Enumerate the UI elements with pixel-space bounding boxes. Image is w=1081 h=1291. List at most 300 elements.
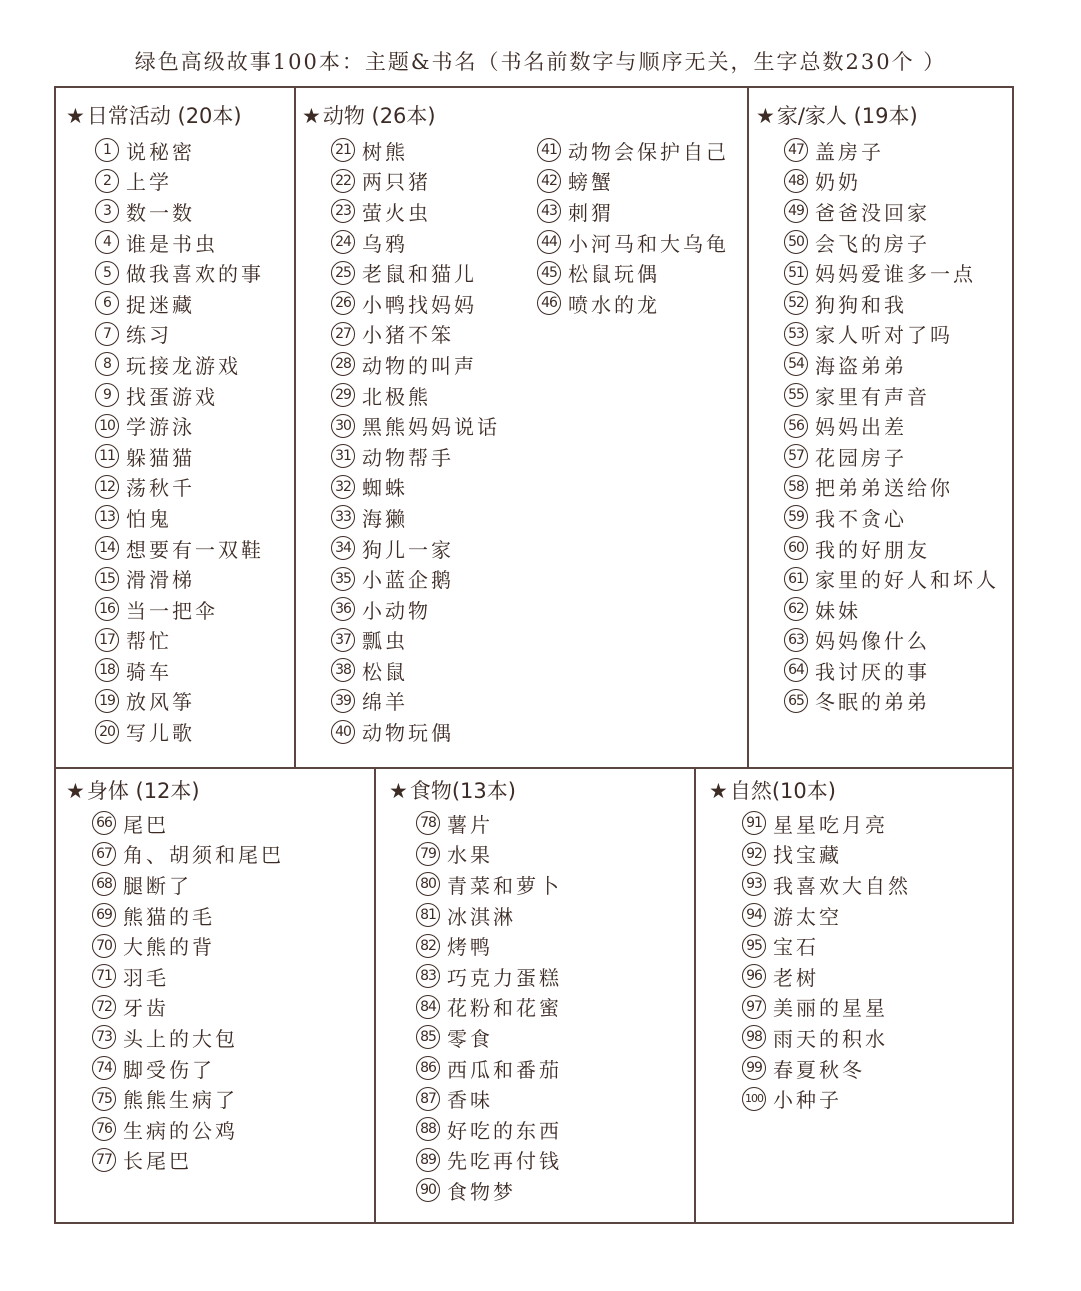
book-item [95, 716, 264, 747]
book-item [416, 1022, 562, 1053]
book-title: 黑熊妈妈说话 [362, 415, 500, 440]
book-number-circle: 90 [416, 1178, 440, 1202]
star-icon: ★ [66, 779, 85, 803]
book-item [784, 441, 999, 472]
book-item [331, 502, 500, 533]
book-item [92, 1083, 284, 1114]
book-item [742, 992, 911, 1023]
book-item [95, 472, 264, 503]
book-title: 老树 [773, 965, 819, 990]
book-title: 瓢虫 [362, 629, 408, 654]
book-title: 动物玩偶 [362, 721, 454, 746]
book-number-circle: 39 [331, 689, 355, 713]
book-number-circle: 92 [742, 842, 766, 866]
book-number-circle: 91 [742, 811, 766, 835]
book-item [331, 319, 500, 350]
book-item [537, 135, 729, 166]
book-item [537, 227, 729, 258]
book-item [95, 410, 264, 441]
book-item [331, 135, 500, 166]
section-heading: ★日常活动 (20本) [66, 104, 242, 128]
section-heading: ★自然(10本) [709, 779, 836, 803]
book-number-circle: 24 [331, 230, 355, 254]
star-icon: ★ [389, 779, 408, 803]
book-title: 食物梦 [447, 1179, 516, 1204]
book-number-circle: 22 [331, 169, 355, 193]
book-title: 小猪不笨 [362, 323, 454, 348]
book-title: 写儿歌 [126, 721, 195, 746]
book-title: 家里的好人和坏人 [815, 568, 999, 593]
book-list [742, 808, 911, 1114]
star-icon: ★ [302, 104, 321, 128]
book-item [95, 288, 264, 319]
book-number-circle: 13 [95, 505, 119, 529]
book-number-circle: 38 [331, 658, 355, 682]
book-number-circle: 27 [331, 322, 355, 346]
book-number-circle: 55 [784, 383, 808, 407]
book-number-circle: 100 [742, 1087, 766, 1111]
book-title: 动物的叫声 [362, 353, 477, 378]
book-item [742, 808, 911, 839]
book-title: 北极熊 [362, 384, 431, 409]
book-title: 家人听对了吗 [815, 323, 953, 348]
book-number-circle: 16 [95, 597, 119, 621]
star-icon: ★ [756, 104, 775, 128]
book-item [784, 594, 999, 625]
book-title: 水果 [447, 843, 493, 868]
book-item [95, 196, 264, 227]
book-item [784, 655, 999, 686]
book-number-circle: 82 [416, 934, 440, 958]
book-number-circle: 48 [784, 169, 808, 193]
book-title: 绵羊 [362, 690, 408, 715]
book-item [331, 563, 500, 594]
book-item [742, 900, 911, 931]
book-title: 薯片 [447, 812, 493, 837]
book-item [331, 594, 500, 625]
book-number-circle: 43 [537, 199, 561, 223]
book-item [784, 686, 999, 717]
book-number-circle: 3 [95, 199, 119, 223]
book-title: 西瓜和番茄 [447, 1057, 562, 1082]
book-number-circle: 6 [95, 291, 119, 315]
book-title: 我喜欢大自然 [773, 873, 911, 898]
book-title: 家里有声音 [815, 384, 930, 409]
book-item [416, 1145, 562, 1176]
book-number-circle: 49 [784, 199, 808, 223]
book-title: 脚受伤了 [123, 1057, 215, 1082]
divider [694, 768, 696, 1224]
book-title: 把弟弟送给你 [815, 476, 953, 501]
book-number-circle: 73 [92, 1025, 116, 1049]
book-number-circle: 33 [331, 505, 355, 529]
book-title: 宝石 [773, 935, 819, 960]
book-item [742, 1022, 911, 1053]
book-item [416, 808, 562, 839]
book-item [742, 869, 911, 900]
book-item [416, 1114, 562, 1145]
section-heading: ★身体 (12本) [66, 779, 200, 803]
star-icon: ★ [709, 779, 728, 803]
book-item [95, 625, 264, 656]
book-number-circle: 64 [784, 658, 808, 682]
book-list [92, 808, 284, 1175]
book-item [331, 472, 500, 503]
book-title: 小河马和大乌龟 [568, 231, 729, 256]
book-item [784, 288, 999, 319]
book-title: 找宝藏 [773, 843, 842, 868]
book-item [416, 1053, 562, 1084]
book-title: 零食 [447, 1026, 493, 1051]
book-title: 练习 [126, 323, 172, 348]
book-number-circle: 50 [784, 230, 808, 254]
book-title: 角、胡须和尾巴 [123, 843, 284, 868]
book-item [416, 1083, 562, 1114]
book-number-circle: 53 [784, 322, 808, 346]
book-item [95, 563, 264, 594]
book-item [331, 257, 500, 288]
book-number-circle: 54 [784, 352, 808, 376]
book-item [784, 319, 999, 350]
book-item [331, 441, 500, 472]
book-number-circle: 97 [742, 995, 766, 1019]
book-list [537, 135, 729, 319]
book-item [537, 166, 729, 197]
book-item [92, 808, 284, 839]
book-list [416, 808, 562, 1206]
book-item [784, 533, 999, 564]
book-number-circle: 12 [95, 475, 119, 499]
book-item [784, 502, 999, 533]
book-title: 先吃再付钱 [447, 1149, 562, 1174]
book-title: 两只猪 [362, 170, 431, 195]
book-item [95, 319, 264, 350]
book-number-circle: 17 [95, 628, 119, 652]
book-item [331, 380, 500, 411]
book-title: 海盗弟弟 [815, 353, 907, 378]
book-title: 大熊的背 [123, 935, 215, 960]
book-title: 奶奶 [815, 170, 861, 195]
book-item [331, 227, 500, 258]
book-item [784, 227, 999, 258]
book-number-circle: 98 [742, 1025, 766, 1049]
book-number-circle: 72 [92, 995, 116, 1019]
book-item [784, 472, 999, 503]
book-number-circle: 18 [95, 658, 119, 682]
book-item [742, 1083, 911, 1114]
book-number-circle: 59 [784, 505, 808, 529]
divider [374, 768, 376, 1224]
book-number-circle: 65 [784, 689, 808, 713]
divider [56, 767, 1012, 769]
book-item [416, 961, 562, 992]
book-number-circle: 61 [784, 567, 808, 591]
book-item [331, 625, 500, 656]
book-number-circle: 69 [92, 903, 116, 927]
book-item [784, 166, 999, 197]
book-title: 美丽的星星 [773, 996, 888, 1021]
book-number-circle: 35 [331, 567, 355, 591]
book-title: 好吃的东西 [447, 1118, 562, 1143]
book-number-circle: 62 [784, 597, 808, 621]
book-title: 螃蟹 [568, 170, 614, 195]
book-item [92, 900, 284, 931]
book-title: 雨天的积水 [773, 1026, 888, 1051]
book-number-circle: 1 [95, 138, 119, 162]
book-title: 上学 [126, 170, 172, 195]
book-number-circle: 7 [95, 322, 119, 346]
book-title: 盖房子 [815, 139, 884, 164]
book-title: 羽毛 [123, 965, 169, 990]
book-title: 牙齿 [123, 996, 169, 1021]
book-title: 小种子 [773, 1088, 842, 1113]
book-item [742, 930, 911, 961]
book-title: 妈妈爱谁多一点 [815, 262, 976, 287]
book-item [92, 1114, 284, 1145]
book-number-circle: 9 [95, 383, 119, 407]
book-number-circle: 57 [784, 444, 808, 468]
book-title: 尾巴 [123, 812, 169, 837]
book-number-circle: 10 [95, 414, 119, 438]
book-item [784, 380, 999, 411]
book-title: 熊猫的毛 [123, 904, 215, 929]
book-number-circle: 36 [331, 597, 355, 621]
book-item [95, 655, 264, 686]
book-title: 狗狗和我 [815, 292, 907, 317]
book-item [331, 166, 500, 197]
book-number-circle: 15 [95, 567, 119, 591]
book-title: 春夏秋冬 [773, 1057, 865, 1082]
book-title: 头上的大包 [123, 1026, 238, 1051]
book-item [416, 1175, 562, 1206]
book-title: 青菜和萝卜 [447, 873, 562, 898]
book-list [784, 135, 999, 716]
book-number-circle: 32 [331, 475, 355, 499]
book-number-circle: 34 [331, 536, 355, 560]
book-title: 妹妹 [815, 598, 861, 623]
book-number-circle: 78 [416, 811, 440, 835]
book-number-circle: 96 [742, 964, 766, 988]
book-item [537, 288, 729, 319]
book-number-circle: 19 [95, 689, 119, 713]
book-item [95, 135, 264, 166]
book-title: 长尾巴 [123, 1149, 192, 1174]
book-title: 数一数 [126, 200, 195, 225]
book-item [784, 257, 999, 288]
book-title: 动物帮手 [362, 445, 454, 470]
book-title: 滑滑梯 [126, 568, 195, 593]
book-item [784, 625, 999, 656]
book-item [416, 930, 562, 961]
page-title: 绿色高级故事100本：主题&书名（书名前数字与顺序无关，生字总数230个 ） [134, 50, 947, 74]
book-title: 骑车 [126, 659, 172, 684]
book-number-circle: 52 [784, 291, 808, 315]
book-item [537, 196, 729, 227]
book-number-circle: 5 [95, 261, 119, 285]
book-number-circle: 79 [416, 842, 440, 866]
section-heading: ★食物(13本) [389, 779, 516, 803]
book-title: 萤火虫 [362, 200, 431, 225]
book-title: 游太空 [773, 904, 842, 929]
book-title: 谁是书虫 [126, 231, 218, 256]
book-item [92, 869, 284, 900]
book-title: 巧克力蛋糕 [447, 965, 562, 990]
book-title: 想要有一双鞋 [126, 537, 264, 562]
book-number-circle: 75 [92, 1087, 116, 1111]
book-title: 树熊 [362, 139, 408, 164]
book-number-circle: 41 [537, 138, 561, 162]
book-item [331, 196, 500, 227]
book-number-circle: 66 [92, 811, 116, 835]
book-item [784, 349, 999, 380]
book-item [331, 716, 500, 747]
book-number-circle: 63 [784, 628, 808, 652]
book-title: 老鼠和猫儿 [362, 262, 477, 287]
book-item [416, 992, 562, 1023]
book-item [742, 961, 911, 992]
book-number-circle: 95 [742, 934, 766, 958]
book-item [784, 196, 999, 227]
book-number-circle: 4 [95, 230, 119, 254]
book-title: 冬眠的弟弟 [815, 690, 930, 715]
book-title: 说秘密 [126, 139, 195, 164]
book-item [742, 839, 911, 870]
book-number-circle: 86 [416, 1056, 440, 1080]
book-item [95, 380, 264, 411]
book-number-circle: 11 [95, 444, 119, 468]
book-title: 海獭 [362, 506, 408, 531]
book-item [331, 410, 500, 441]
book-title: 狗儿一家 [362, 537, 454, 562]
book-number-circle: 88 [416, 1117, 440, 1141]
book-number-circle: 37 [331, 628, 355, 652]
book-title: 小动物 [362, 598, 431, 623]
book-number-circle: 84 [416, 995, 440, 1019]
book-title: 找蛋游戏 [126, 384, 218, 409]
book-item [95, 594, 264, 625]
book-number-circle: 23 [331, 199, 355, 223]
book-number-circle: 30 [331, 414, 355, 438]
book-number-circle: 2 [95, 169, 119, 193]
book-title: 动物会保护自己 [568, 139, 729, 164]
book-title: 花园房子 [815, 445, 907, 470]
book-title: 怕鬼 [126, 506, 172, 531]
book-title: 荡秋千 [126, 476, 195, 501]
book-item [331, 686, 500, 717]
book-item [95, 349, 264, 380]
book-title: 小鸭找妈妈 [362, 292, 477, 317]
book-number-circle: 83 [416, 964, 440, 988]
book-item [92, 1053, 284, 1084]
book-list [95, 135, 264, 747]
book-number-circle: 70 [92, 934, 116, 958]
book-number-circle: 21 [331, 138, 355, 162]
book-title: 花粉和花蜜 [447, 996, 562, 1021]
book-item [742, 1053, 911, 1084]
book-number-circle: 87 [416, 1087, 440, 1111]
book-item [95, 533, 264, 564]
divider [294, 88, 296, 768]
book-title: 星星吃月亮 [773, 812, 888, 837]
book-item [784, 410, 999, 441]
book-number-circle: 45 [537, 261, 561, 285]
book-number-circle: 85 [416, 1025, 440, 1049]
book-item [92, 1145, 284, 1176]
book-number-circle: 20 [95, 720, 119, 744]
book-title: 喷水的龙 [568, 292, 660, 317]
book-item [92, 1022, 284, 1053]
book-title: 妈妈像什么 [815, 629, 930, 654]
book-title: 帮忙 [126, 629, 172, 654]
book-number-circle: 46 [537, 291, 561, 315]
book-item [784, 135, 999, 166]
book-title: 学游泳 [126, 415, 195, 440]
book-title: 腿断了 [123, 873, 192, 898]
book-list [331, 135, 500, 747]
book-item [331, 533, 500, 564]
divider [747, 88, 749, 768]
book-item [416, 869, 562, 900]
book-number-circle: 80 [416, 872, 440, 896]
book-number-circle: 56 [784, 414, 808, 438]
book-item [92, 839, 284, 870]
book-title: 生病的公鸡 [123, 1118, 238, 1143]
book-item [95, 502, 264, 533]
book-title: 玩接龙游戏 [126, 353, 241, 378]
book-title: 蜘蛛 [362, 476, 408, 501]
book-number-circle: 26 [331, 291, 355, 315]
book-number-circle: 31 [331, 444, 355, 468]
book-title: 小蓝企鹅 [362, 568, 454, 593]
book-title: 冰淇淋 [447, 904, 516, 929]
book-item [92, 930, 284, 961]
book-number-circle: 68 [92, 872, 116, 896]
book-number-circle: 67 [92, 842, 116, 866]
book-number-circle: 71 [92, 964, 116, 988]
book-number-circle: 47 [784, 138, 808, 162]
book-title: 乌鸦 [362, 231, 408, 256]
book-item [95, 227, 264, 258]
book-title: 躲猫猫 [126, 445, 195, 470]
book-number-circle: 51 [784, 261, 808, 285]
book-title: 松鼠 [362, 659, 408, 684]
book-number-circle: 8 [95, 352, 119, 376]
book-title: 松鼠玩偶 [568, 262, 660, 287]
book-item [331, 349, 500, 380]
book-item [784, 563, 999, 594]
book-title: 刺猬 [568, 200, 614, 225]
book-item [92, 992, 284, 1023]
book-title: 香味 [447, 1088, 493, 1113]
book-title: 当一把伞 [126, 598, 218, 623]
book-title: 烤鸭 [447, 935, 493, 960]
book-item [537, 257, 729, 288]
book-title: 会飞的房子 [815, 231, 930, 256]
book-number-circle: 29 [331, 383, 355, 407]
book-title: 爸爸没回家 [815, 200, 930, 225]
book-item [331, 288, 500, 319]
book-number-circle: 93 [742, 872, 766, 896]
section-heading: ★动物 (26本) [302, 104, 436, 128]
book-number-circle: 44 [537, 230, 561, 254]
star-icon: ★ [66, 104, 85, 128]
book-number-circle: 25 [331, 261, 355, 285]
book-item [95, 441, 264, 472]
book-title: 熊熊生病了 [123, 1088, 238, 1113]
section-heading: ★家/家人 (19本) [756, 104, 918, 128]
book-number-circle: 42 [537, 169, 561, 193]
book-number-circle: 77 [92, 1148, 116, 1172]
